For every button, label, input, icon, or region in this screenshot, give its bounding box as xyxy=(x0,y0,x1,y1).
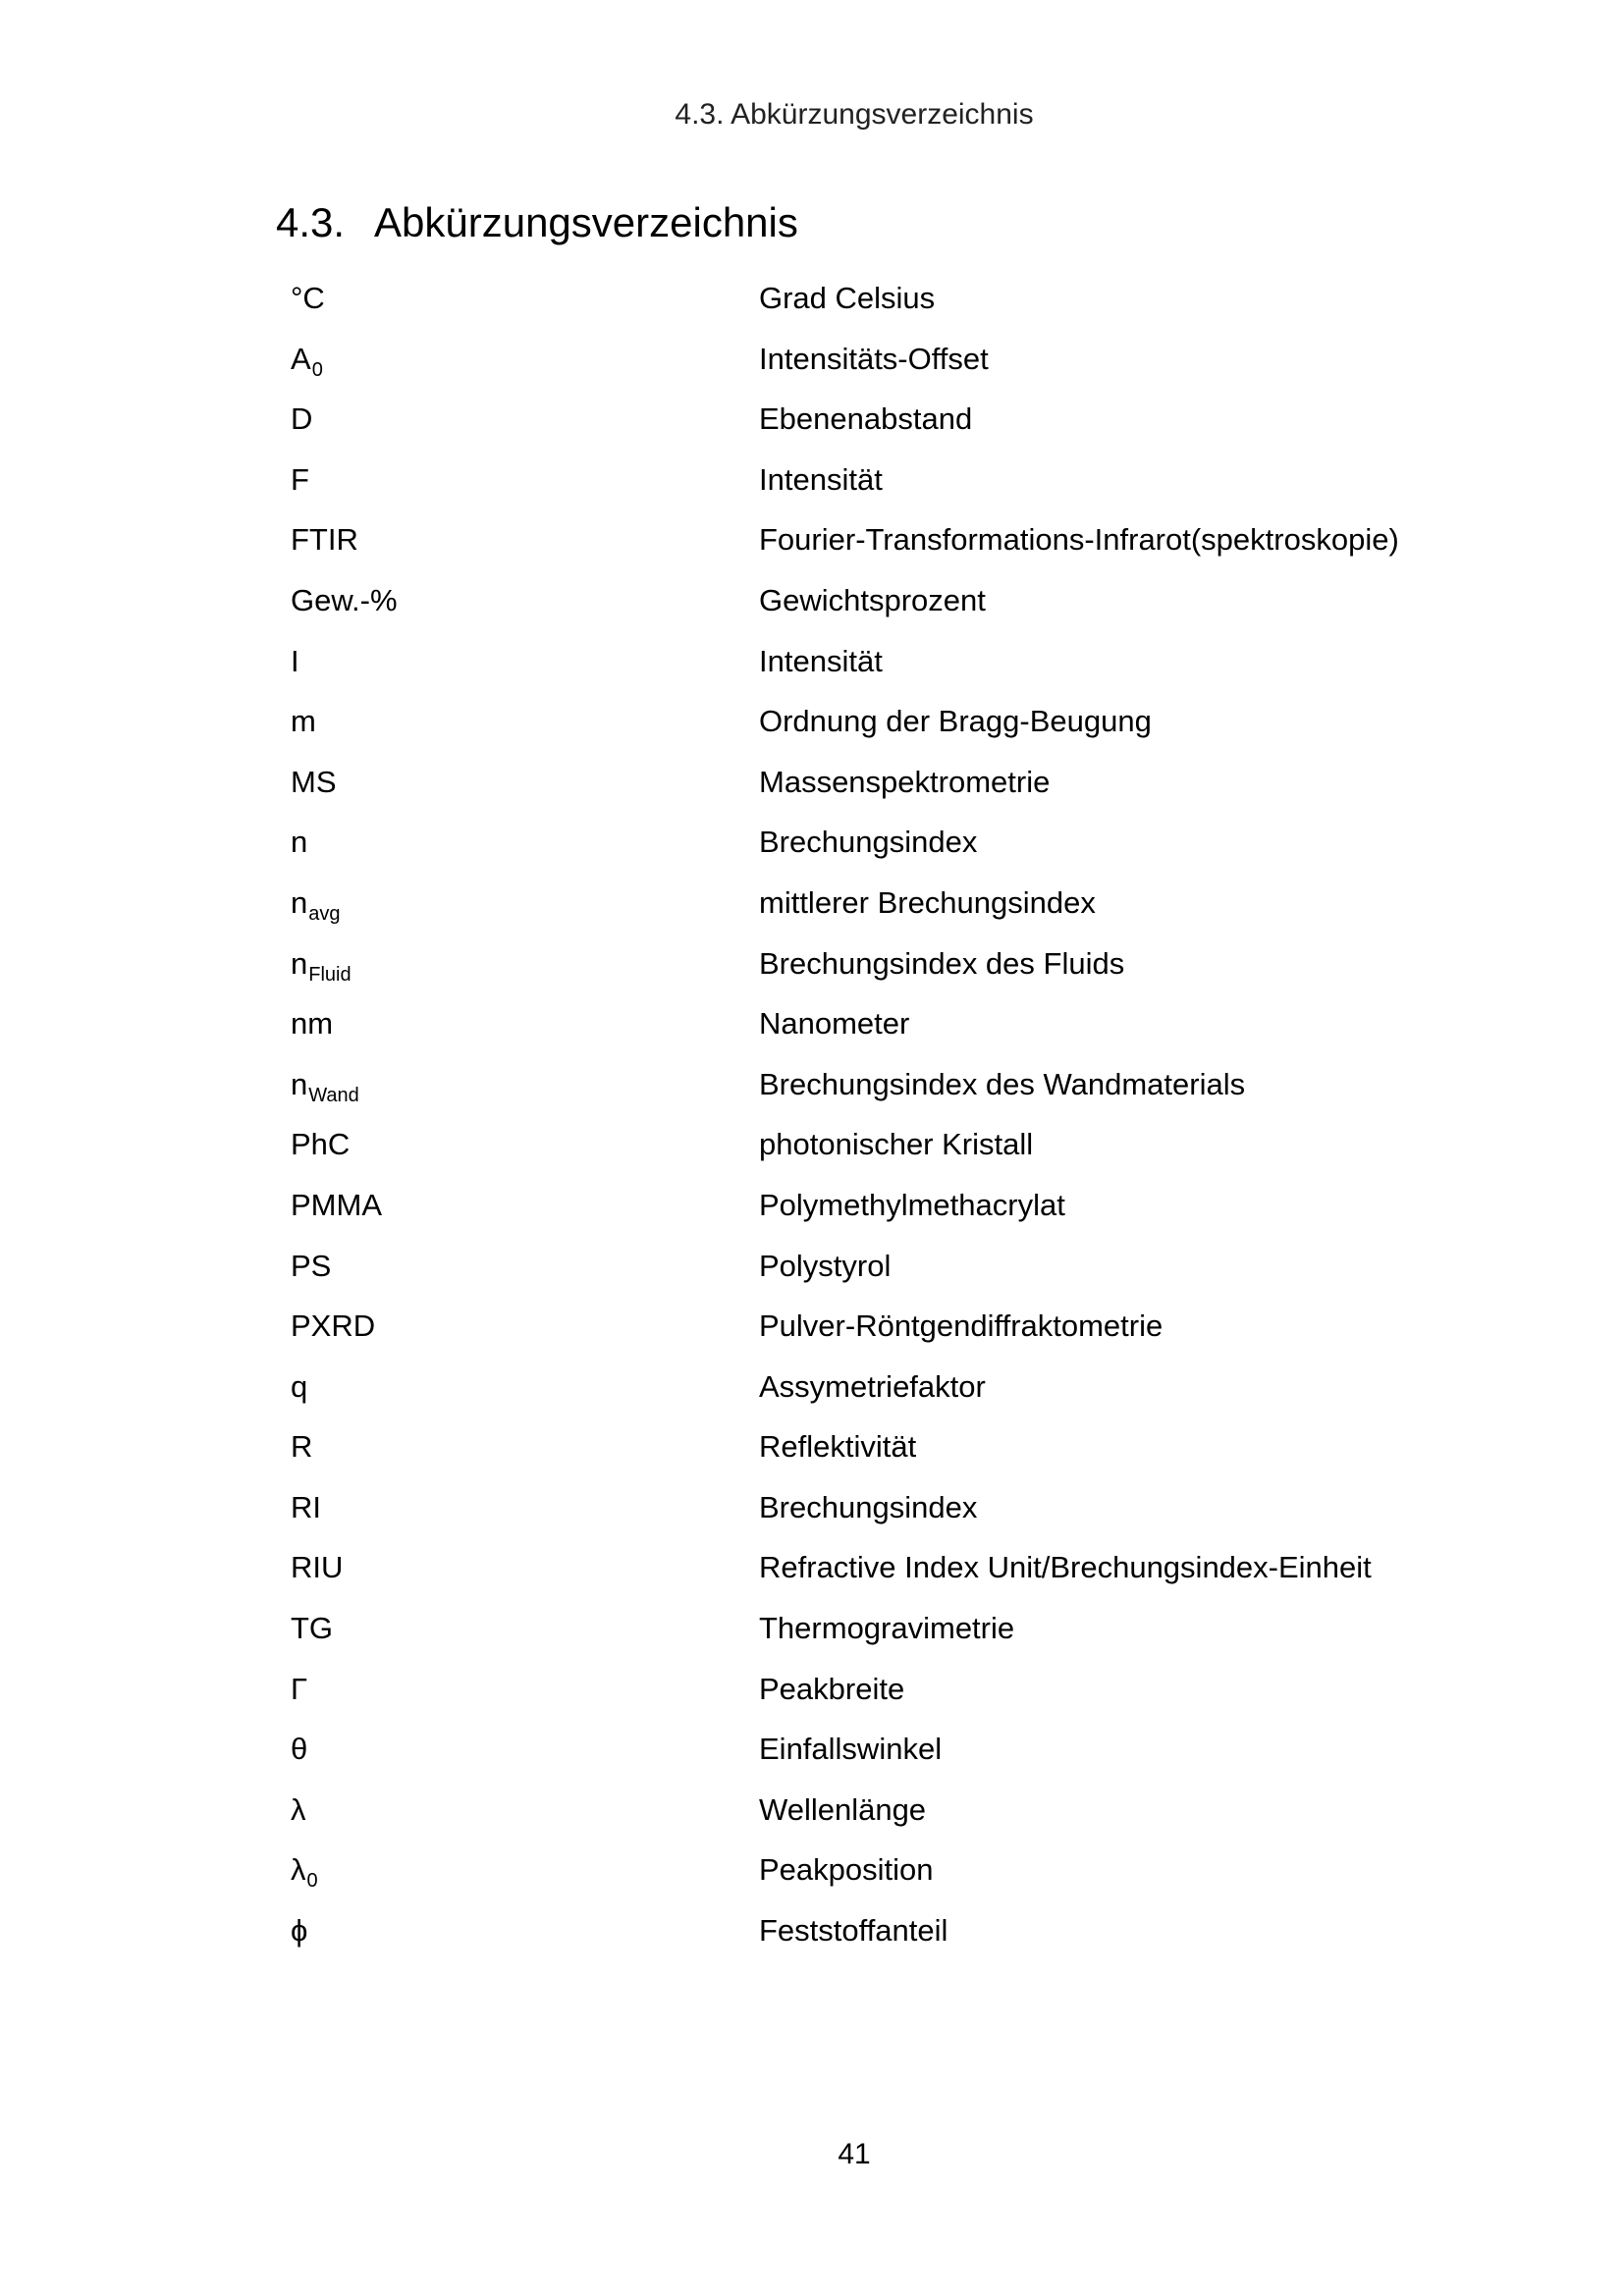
abbreviation-row xyxy=(291,700,1518,761)
abbreviation-row xyxy=(291,1909,1518,1970)
abbreviation-term: PMMA xyxy=(291,1187,382,1222)
abbreviation-term: n xyxy=(291,825,308,860)
abbreviation-description: Intensität xyxy=(759,461,883,497)
abbreviation-row xyxy=(291,579,1518,640)
abbreviation-description: Gewichtsprozent xyxy=(759,582,986,617)
section-heading xyxy=(276,199,798,246)
abbreviation-description: Reflektivität xyxy=(759,1429,917,1465)
abbreviation-row xyxy=(291,942,1518,1003)
running-header: 4.3. Abkürzungsverzeichnis xyxy=(675,98,1034,131)
abbreviation-term: $n_{Wand}$ xyxy=(291,1066,359,1106)
abbreviation-description: Assymetriefaktor xyxy=(759,1368,986,1404)
abbreviation-subscript: avg xyxy=(308,902,341,925)
abbreviation-row xyxy=(291,1245,1518,1306)
abbreviation-row xyxy=(291,1123,1518,1184)
abbreviation-term: $n_{avg}$ xyxy=(291,884,341,925)
abbreviation-term: PS xyxy=(291,1248,332,1283)
abbreviation-row xyxy=(291,518,1518,579)
abbreviation-description: Wellenlänge xyxy=(759,1791,927,1827)
abbreviation-description: Brechungsindex xyxy=(759,1489,978,1524)
abbreviation-row xyxy=(291,1063,1518,1124)
abbreviation-description: Massenspektrometrie xyxy=(759,764,1051,799)
abbreviation-row xyxy=(291,338,1518,399)
abbreviation-term: TG xyxy=(291,1611,334,1646)
abbreviation-term: MS xyxy=(291,764,337,799)
abbreviation-row xyxy=(291,277,1518,338)
abbreviation-subscript: 0 xyxy=(306,1870,318,1893)
abbreviation-term: m xyxy=(291,704,316,739)
abbreviation-term: F xyxy=(291,461,309,497)
abbreviation-description: Intensitäts-Offset xyxy=(759,341,989,376)
abbreviation-row xyxy=(291,761,1518,822)
abbreviation-description: Grad Celsius xyxy=(759,281,936,315)
abbreviation-row xyxy=(291,398,1518,458)
abbreviation-term: RIU xyxy=(291,1550,344,1585)
abbreviation-subscript: 0 xyxy=(311,358,323,381)
abbreviation-term: RI xyxy=(291,1489,321,1524)
abbreviation-term: $n_{Fluid}$ xyxy=(291,945,352,986)
abbreviation-list xyxy=(291,277,1518,1970)
abbreviation-subscript: Fluid xyxy=(308,963,352,986)
abbreviation-description: Nanometer xyxy=(759,1006,910,1041)
abbreviation-description: Fourier-Transformations-Infrarot(spektroskopie) xyxy=(759,522,1399,558)
abbreviation-row xyxy=(291,1546,1518,1607)
abbreviation-description: Thermogravimetrie xyxy=(759,1611,1015,1646)
abbreviation-term: Gew.-% xyxy=(291,582,398,617)
abbreviation-term: R xyxy=(291,1429,313,1465)
abbreviation-description: Peakbreite xyxy=(759,1671,905,1706)
abbreviation-description: Peakposition xyxy=(759,1852,934,1888)
abbreviation-term: $A_0$ xyxy=(291,341,323,381)
abbreviation-term: $\lambda_0$ xyxy=(291,1852,318,1893)
abbreviation-term: I xyxy=(291,643,299,678)
section-title: Abkürzungsverzeichnis xyxy=(374,199,798,245)
abbreviation-row xyxy=(291,1486,1518,1547)
abbreviation-term: °C xyxy=(291,281,325,315)
abbreviation-description: mittlerer Brechungsindex xyxy=(759,884,1096,920)
abbreviation-term: D xyxy=(291,401,313,437)
abbreviation-row xyxy=(291,1002,1518,1063)
abbreviation-row xyxy=(291,1365,1518,1426)
abbreviation-description: Ebenenabstand xyxy=(759,401,973,437)
abbreviation-row xyxy=(291,1607,1518,1668)
abbreviation-term: λ xyxy=(291,1791,306,1827)
abbreviation-description: Brechungsindex des Wandmaterials xyxy=(759,1066,1246,1101)
abbreviation-term: Γ xyxy=(291,1671,308,1706)
abbreviation-row xyxy=(291,881,1518,942)
abbreviation-description: Brechungsindex des Fluids xyxy=(759,945,1125,981)
abbreviation-description: photonischer Kristall xyxy=(759,1127,1034,1162)
abbreviation-description: Feststoffanteil xyxy=(759,1913,948,1949)
abbreviation-row xyxy=(291,1789,1518,1849)
abbreviation-description: Ordnung der Bragg-Beugung xyxy=(759,704,1152,739)
abbreviation-row xyxy=(291,458,1518,519)
page-number: 41 xyxy=(838,2138,871,2170)
abbreviation-row xyxy=(291,1728,1518,1789)
abbreviation-row xyxy=(291,1184,1518,1245)
abbreviation-row xyxy=(291,821,1518,881)
abbreviation-row xyxy=(291,640,1518,701)
abbreviation-description: Einfallswinkel xyxy=(759,1732,943,1767)
section-number: 4.3. xyxy=(276,199,346,245)
abbreviation-description: Brechungsindex xyxy=(759,825,978,860)
abbreviation-description: Polystyrol xyxy=(759,1248,892,1283)
abbreviation-term: PXRD xyxy=(291,1308,376,1344)
abbreviation-description: Refractive Index Unit/Brechungsindex-Einheit xyxy=(759,1550,1372,1585)
abbreviation-row xyxy=(291,1305,1518,1365)
abbreviation-description: Intensität xyxy=(759,643,883,678)
abbreviation-term: nm xyxy=(291,1006,334,1041)
abbreviation-row xyxy=(291,1425,1518,1486)
abbreviation-term: ϕ xyxy=(291,1913,308,1949)
abbreviation-description: Polymethylmethacrylat xyxy=(759,1187,1065,1222)
abbreviation-subscript: Wand xyxy=(308,1084,359,1106)
abbreviation-term: q xyxy=(291,1368,308,1404)
abbreviation-term: PhC xyxy=(291,1127,351,1162)
abbreviation-row xyxy=(291,1848,1518,1909)
abbreviation-description: Pulver-Röntgendiffraktometrie xyxy=(759,1308,1164,1344)
abbreviation-term: FTIR xyxy=(291,522,358,558)
abbreviation-term: θ xyxy=(291,1732,308,1767)
abbreviation-row xyxy=(291,1668,1518,1729)
